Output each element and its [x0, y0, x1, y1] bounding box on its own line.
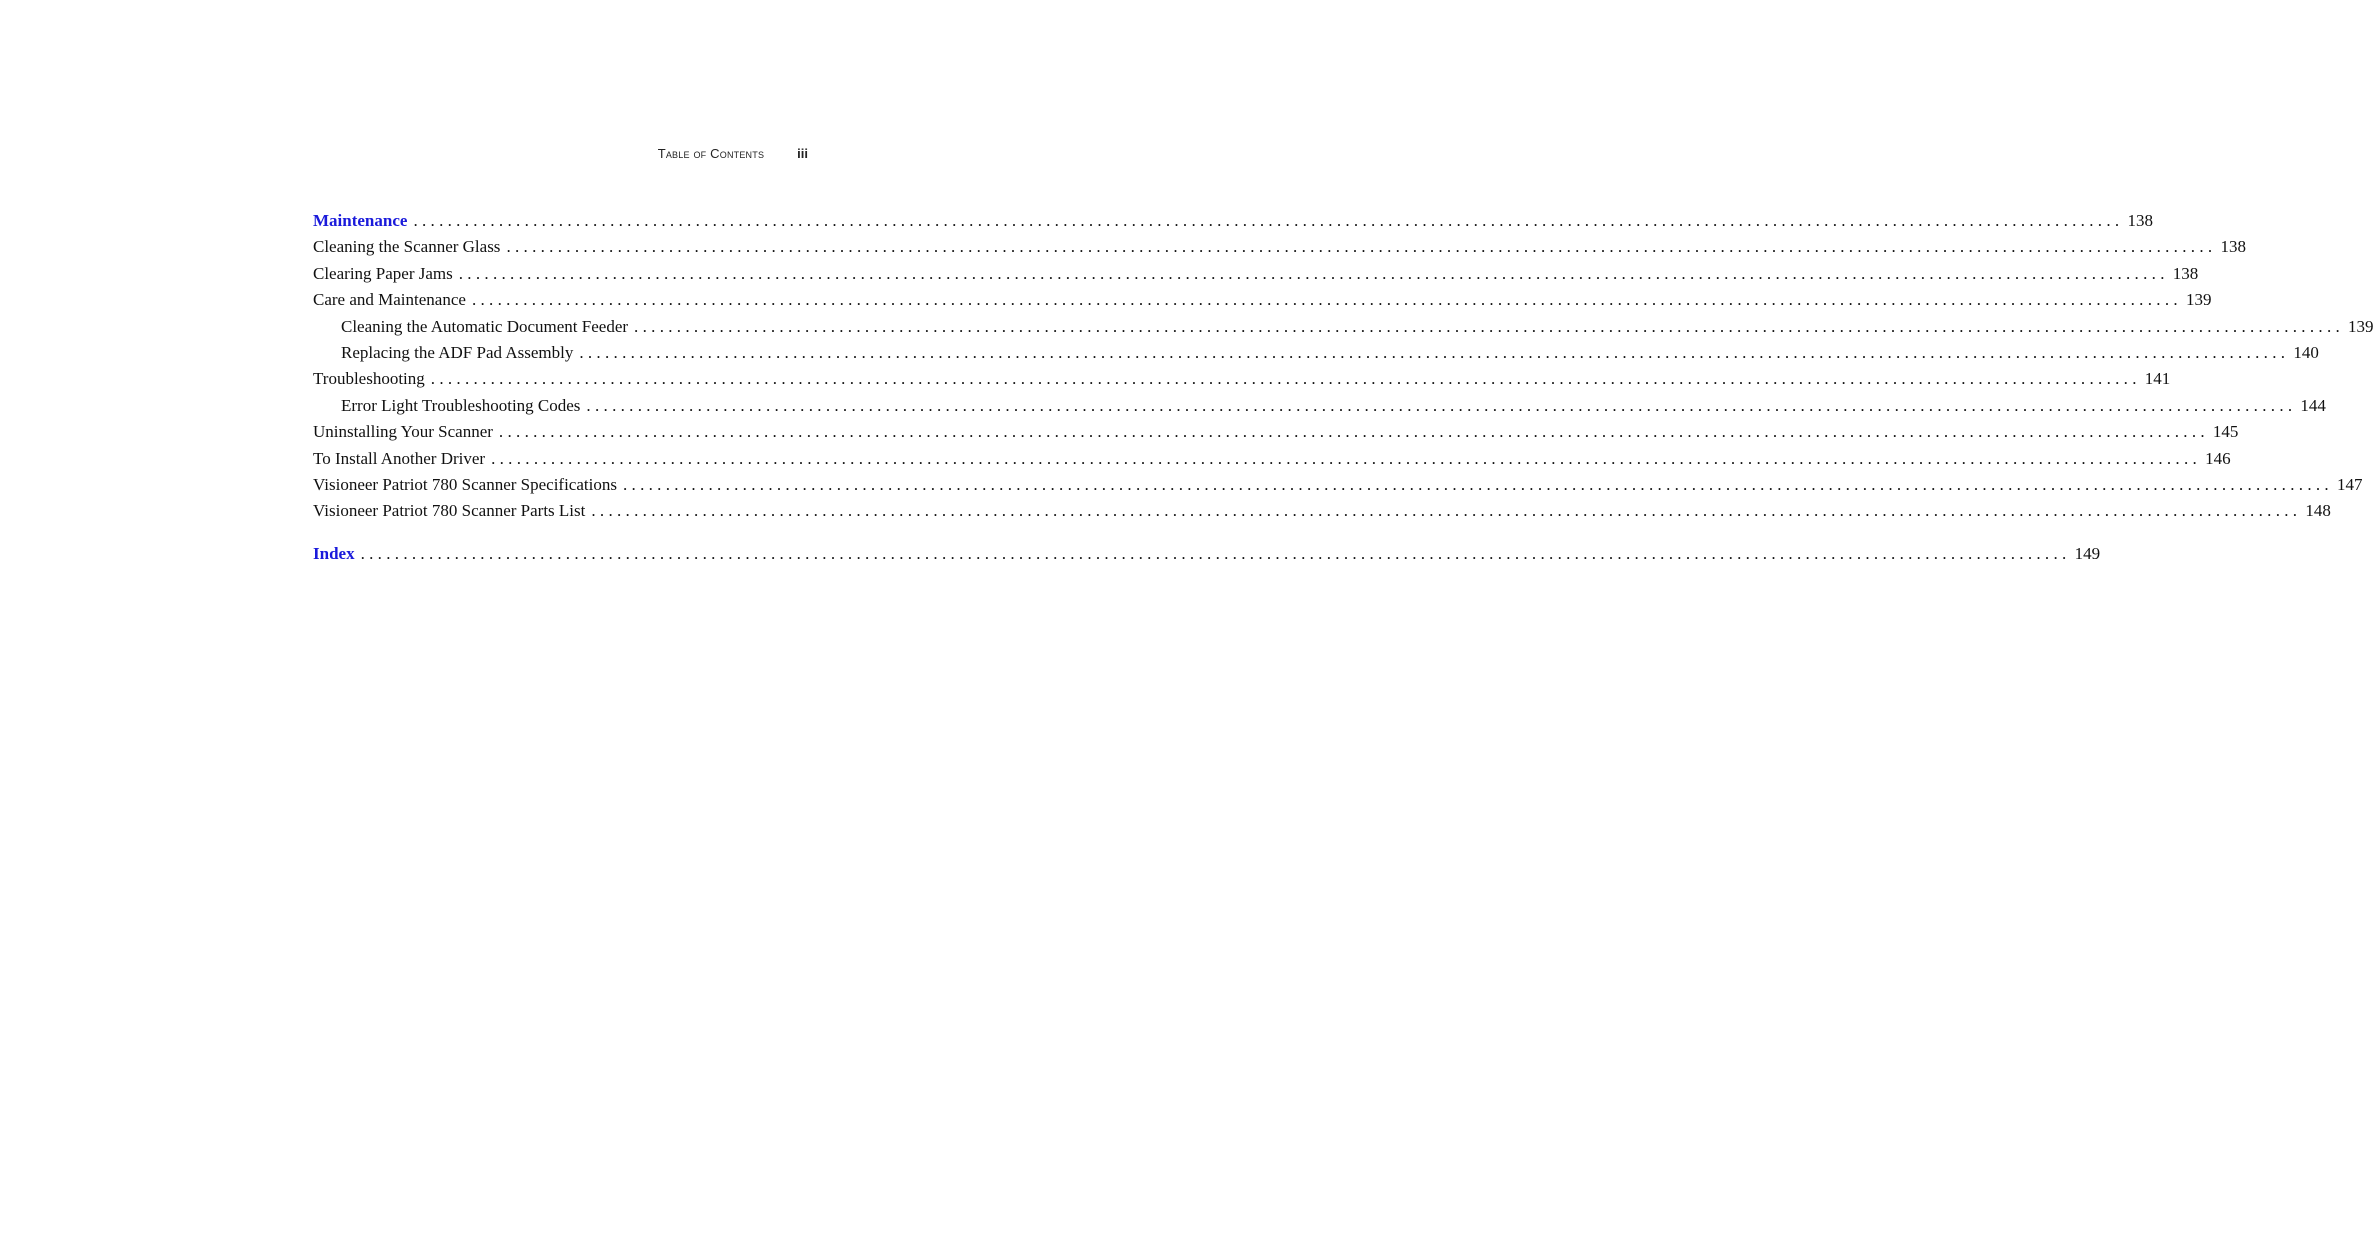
- toc-entry-scanner-parts-list[interactable]: [313, 498, 2331, 524]
- dot-leader: ........................................................................................................................................................................................................: [491, 448, 2202, 468]
- toc-entry-troubleshooting[interactable]: [313, 366, 2171, 392]
- toc-entry-page: 139: [2185, 290, 2212, 310]
- dot-leader: ........................................................................................................................................................................................................: [634, 316, 2345, 336]
- toc-entry-title[interactable]: Maintenance: [313, 208, 413, 234]
- running-header-title: Table of Contents: [657, 146, 765, 161]
- dot-leader: ........................................................................................................................................................................................................: [471, 290, 2182, 310]
- toc-entry-page: 138: [2127, 211, 2153, 230]
- toc-entry-install-another-driver[interactable]: [313, 446, 2231, 472]
- dot-leader: ........................................................................................................................................................................................................: [458, 263, 2169, 283]
- toc-entry-page: 147: [2336, 474, 2363, 494]
- toc-entry-page: 138: [2220, 237, 2246, 257]
- toc-entry-title[interactable]: Cleaning the Automatic Document Feeder: [341, 314, 634, 340]
- dot-leader: ........................................................................................................................................................................................................: [506, 237, 2217, 257]
- dot-leader: ........................................................................................................................................................................................................: [413, 211, 2124, 230]
- toc-entry-title[interactable]: Care and Maintenance: [313, 287, 472, 313]
- toc-entry-title[interactable]: Error Light Troubleshooting Codes: [341, 393, 586, 419]
- toc-entry-page: 145: [2212, 422, 2239, 442]
- toc-entry-title[interactable]: To Install Another Driver: [313, 446, 491, 472]
- toc-entry-page: 138: [2172, 263, 2199, 283]
- toc-entry-page: 144: [2300, 395, 2326, 415]
- toc-entry-title[interactable]: Clearing Paper Jams: [313, 261, 459, 287]
- dot-leader: ........................................................................................................................................................................................................: [579, 342, 2290, 362]
- toc-entry-care-and-maintenance[interactable]: [313, 287, 2212, 313]
- table-of-contents: [313, 208, 2374, 567]
- toc-entry-page: 139: [2348, 316, 2374, 336]
- toc-entry-cleaning-adf[interactable]: [313, 314, 2374, 340]
- toc-entry-page: 141: [2144, 369, 2171, 389]
- dot-leader: ........................................................................................................................................................................................................: [360, 543, 2071, 563]
- dot-leader: ........................................................................................................................................................................................................: [622, 474, 2333, 494]
- toc-entry-title[interactable]: Troubleshooting: [313, 366, 431, 392]
- toc-entry-uninstalling-scanner[interactable]: [313, 419, 2239, 445]
- toc-entry-title[interactable]: Cleaning the Scanner Glass: [313, 234, 506, 260]
- toc-entry-page: 148: [2305, 501, 2331, 521]
- toc-entry-title[interactable]: Index: [313, 541, 361, 567]
- toc-entry-page: 149: [2074, 543, 2101, 563]
- toc-entry-title[interactable]: Replacing the ADF Pad Assembly: [341, 340, 579, 366]
- toc-entry-maintenance[interactable]: [313, 208, 2153, 234]
- toc-entry-title[interactable]: Visioneer Patriot 780 Scanner Specifications: [313, 472, 623, 498]
- dot-leader: ........................................................................................................................................................................................................: [430, 369, 2141, 389]
- toc-entry-scanner-specifications[interactable]: [313, 472, 2363, 498]
- toc-entry-page: 146: [2205, 448, 2231, 468]
- dot-leader: ........................................................................................................................................................................................................: [498, 422, 2209, 442]
- toc-entry-index[interactable]: [313, 541, 2101, 567]
- toc-entry-title[interactable]: Uninstalling Your Scanner: [313, 419, 499, 445]
- dot-leader: ........................................................................................................................................................................................................: [591, 501, 2302, 521]
- running-header: [658, 146, 808, 168]
- toc-entry-replacing-adf-pad[interactable]: [313, 340, 2319, 366]
- page-number: iii: [797, 146, 808, 161]
- toc-entry-error-light-codes[interactable]: [313, 393, 2326, 419]
- toc-entry-title[interactable]: Visioneer Patriot 780 Scanner Parts List: [313, 498, 591, 524]
- dot-leader: ........................................................................................................................................................................................................: [586, 395, 2297, 415]
- toc-entry-clearing-paper-jams[interactable]: [313, 261, 2199, 287]
- toc-entry-page: 140: [2293, 342, 2319, 362]
- toc-entry-cleaning-scanner-glass[interactable]: [313, 234, 2246, 260]
